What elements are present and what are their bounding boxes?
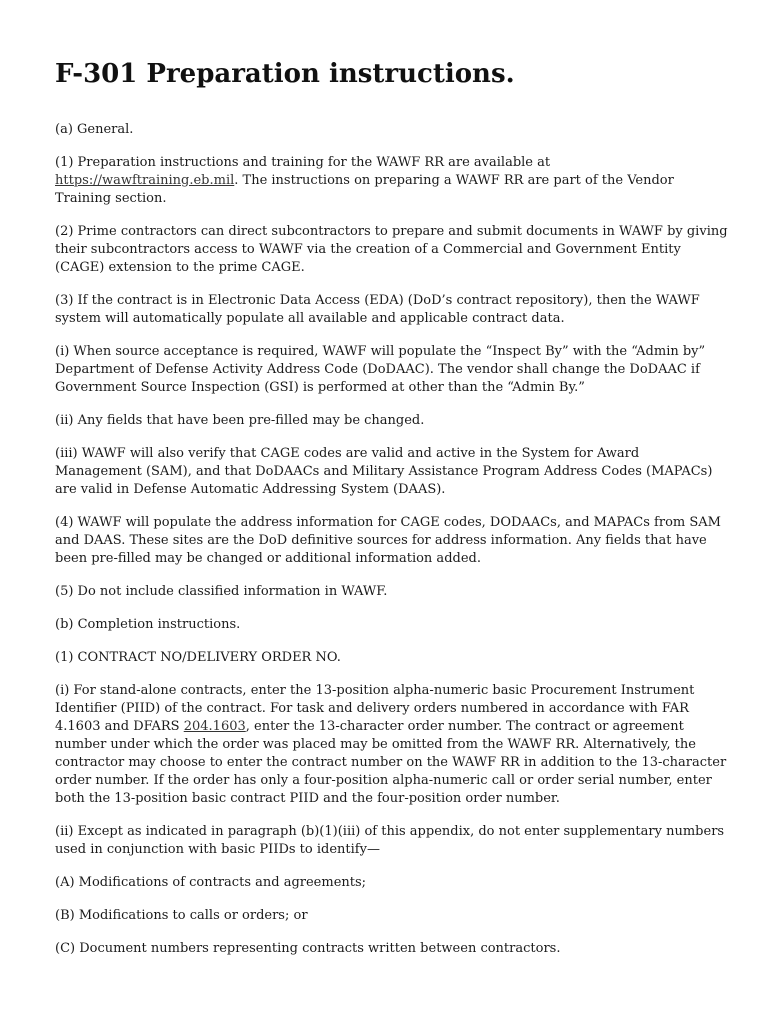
page-title: F-301 Preparation instructions.: [55, 59, 515, 89]
paragraph-a5: (5) Do not include classified information in WAWF.: [55, 584, 388, 599]
paragraph-a3-i: (i) When source acceptance is required, WAWF will populate the “Inspect By” with the “Admin by” Department of Defense Activity Address Code (DoDAAC). The vendor shall change the DoDAAC if Government Source Inspection (GSI) is performed at other than the “Admin By.”: [55, 344, 706, 395]
paragraph-b1-ii: (ii) Except as indicated in paragraph (b)(1)(iii) of this appendix, do not enter supplementary numbers used in conjunction with basic PIIDs to identify—: [55, 824, 725, 857]
paragraph-a1: [55, 154, 730, 208]
paragraph-b1-i-text-start: (i) For stand-alone contracts, enter the 13-position alpha-numeric basic Procurement Instrument Identifier (PIID) of the contract. For task and delivery orders numbered in accordance with FAR 4.1603 and DFARS: [55, 683, 695, 734]
paragraph-b1: (1) CONTRACT NO/DELIVERY ORDER NO.: [55, 650, 341, 665]
paragraph-a4: (4) WAWF will populate the address information for CAGE codes, DODAACs, and MAPACs from SAM and DAAS. These sites are the DoD definitive sources for address information. Any fields that have been pre-filled may be changed or additional information added.: [55, 515, 721, 566]
paragraph-a3: (3) If the contract is in Electronic Data Access (EDA) (DoD’s contract repository), then the WAWF system will automatically populate all available and applicable contract data.: [55, 293, 700, 326]
paragraph-a3-iii: (iii) WAWF will also verify that CAGE codes are valid and active in the System for Award Management (SAM), and that DoDAACs and Military Assistance Program Address Codes (MAPACs) are valid in Defense Automatic Addressing System (DAAS).: [55, 446, 713, 497]
paragraph-b1-i-text-end: , enter the 13-character order number. The contract or agreement number under which the order was placed may be omitted from the WAWF RR. Alternatively, the contractor may choose to enter the contract number on the WAWF RR in addition to the 13-character order number. If the order has only a four-position alpha-numeric call or order serial number, enter both the 13-position basic contract PIID and the four-position order number.: [55, 719, 727, 806]
paragraph-a2: (2) Prime contractors can direct subcontractors to prepare and submit documents in WAWF by giving their subcontractors access to WAWF via the creation of a Commercial and Government Entity (CAGE) extension to the prime CAGE.: [55, 224, 728, 275]
paragraph-B: (B) Modifications to calls or orders; or: [55, 908, 308, 923]
paragraph-a3-ii: (ii) Any fields that have been pre-filled may be changed.: [55, 413, 425, 428]
paragraph-C: (C) Document numbers representing contracts written between contractors.: [55, 941, 561, 956]
paragraph-a1-text-start: (1) Preparation instructions and training for the WAWF RR are available at: [55, 155, 551, 170]
dfars-204-1603-link[interactable]: 204.1603: [183, 719, 246, 734]
paragraph-A: (A) Modifications of contracts and agreements;: [55, 875, 367, 890]
paragraph-a: (a) General.: [55, 122, 134, 137]
paragraph-b1-i: [55, 682, 730, 808]
paragraph-b: (b) Completion instructions.: [55, 617, 241, 632]
wawf-training-link[interactable]: https://wawftraining.eb.mil: [55, 173, 235, 188]
paragraph-a1-text-end: . The instructions on preparing a WAWF RR are part of the Vendor Training section.: [55, 173, 674, 206]
